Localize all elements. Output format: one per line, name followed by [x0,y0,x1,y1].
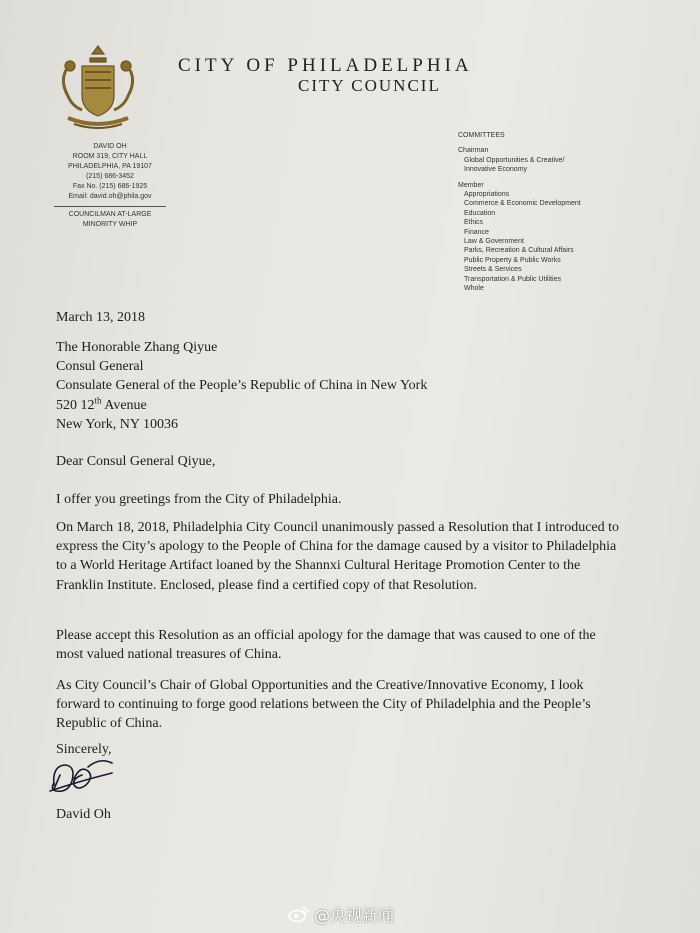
letter-date: March 13, 2018 [56,310,146,325]
paragraph-3: Please accept this Resolution as an official apology for the damage that was caused to one of the most valued national treasures of China. [56,628,596,663]
committee-item: Streets & Services [464,266,522,274]
committee-item: Commerce & Economic Development [464,200,581,208]
signature [40,745,140,807]
recipient-street: 520 12th Avenue [56,394,147,413]
member-city: PHILADELPHIA, PA 19107 [68,163,152,170]
committee-item: Appropriations [464,191,510,199]
member-label: Member [458,181,484,189]
divider [54,206,166,207]
weibo-icon [288,905,310,923]
member-fax: Fax No. (215) 686-1925 [72,183,148,190]
committee-item: Ethics [464,219,484,227]
committees-heading: COMMITTEES [458,132,505,139]
paragraph-2: On March 18, 2018, Philadelphia City Council unanimously passed a Resolution that I introduced to express the City’s apology to the People of China for the damage caused by a visitor to Philadelphia to a World Heritage Artifact loaned by the Shannxi Cultural Heritage Promotion Center to the Franklin Institute. Enclosed, please find a certified copy of that Resolution. [56,520,620,593]
salutation: Dear Consul General Qiyue, [56,454,216,469]
committee-item: Transportation & Public Utilities [464,275,562,283]
chairman-label: Chairman [458,147,489,155]
committee-item: Education [464,209,496,217]
paragraph-1: I offer you greetings from the City of Philadelphia. [56,492,342,507]
committees-list [458,131,658,294]
member-email: Email: david.oh@phila.gov [68,193,152,200]
chairman-item: Global Opportunities & Creative/ [464,156,565,164]
recipient-block [56,338,626,434]
member-title: COUNCILMAN AT-LARGE [68,211,152,218]
committee-item: Law & Government [464,238,524,246]
committee-item: Parks, Recreation & Cultural Affairs [464,247,574,255]
committee-item: Whole [464,285,484,293]
member-room: ROOM 319, CITY HALL [72,153,148,160]
committee-item: Public Property & Public Works [464,256,561,264]
paragraph-4: As City Council’s Chair of Global Opportunities and the Creative/Innovative Economy, I look forward to continuing to forge good relations between the City of Philadelphia and the People’s Republic of China. [56,678,591,732]
closing: Sincerely, [56,742,112,757]
city-seal-icon [52,40,144,132]
member-role: MINORITY WHIP [82,221,138,228]
recipient-city: New York, NY 10036 [56,416,178,432]
member-info [40,142,180,230]
chairman-item: Innovative Economy [464,166,528,174]
signer-name: David Oh [56,807,111,822]
recipient-office: Consulate General of the People’s Republic of China in New York [56,378,428,394]
recipient-name: The Honorable Zhang Qiyue [56,340,218,355]
council-title: CITY COUNCIL [298,76,441,95]
member-phone: (215) 686-3452 [86,173,134,180]
city-title: CITY OF PHILADELPHIA [178,55,473,76]
recipient-title: Consul General [56,359,144,375]
committee-item: Finance [464,228,489,236]
member-name: DAVID OH [93,143,127,150]
watermark [288,903,394,925]
watermark-text: @央视新闻 [314,905,395,925]
